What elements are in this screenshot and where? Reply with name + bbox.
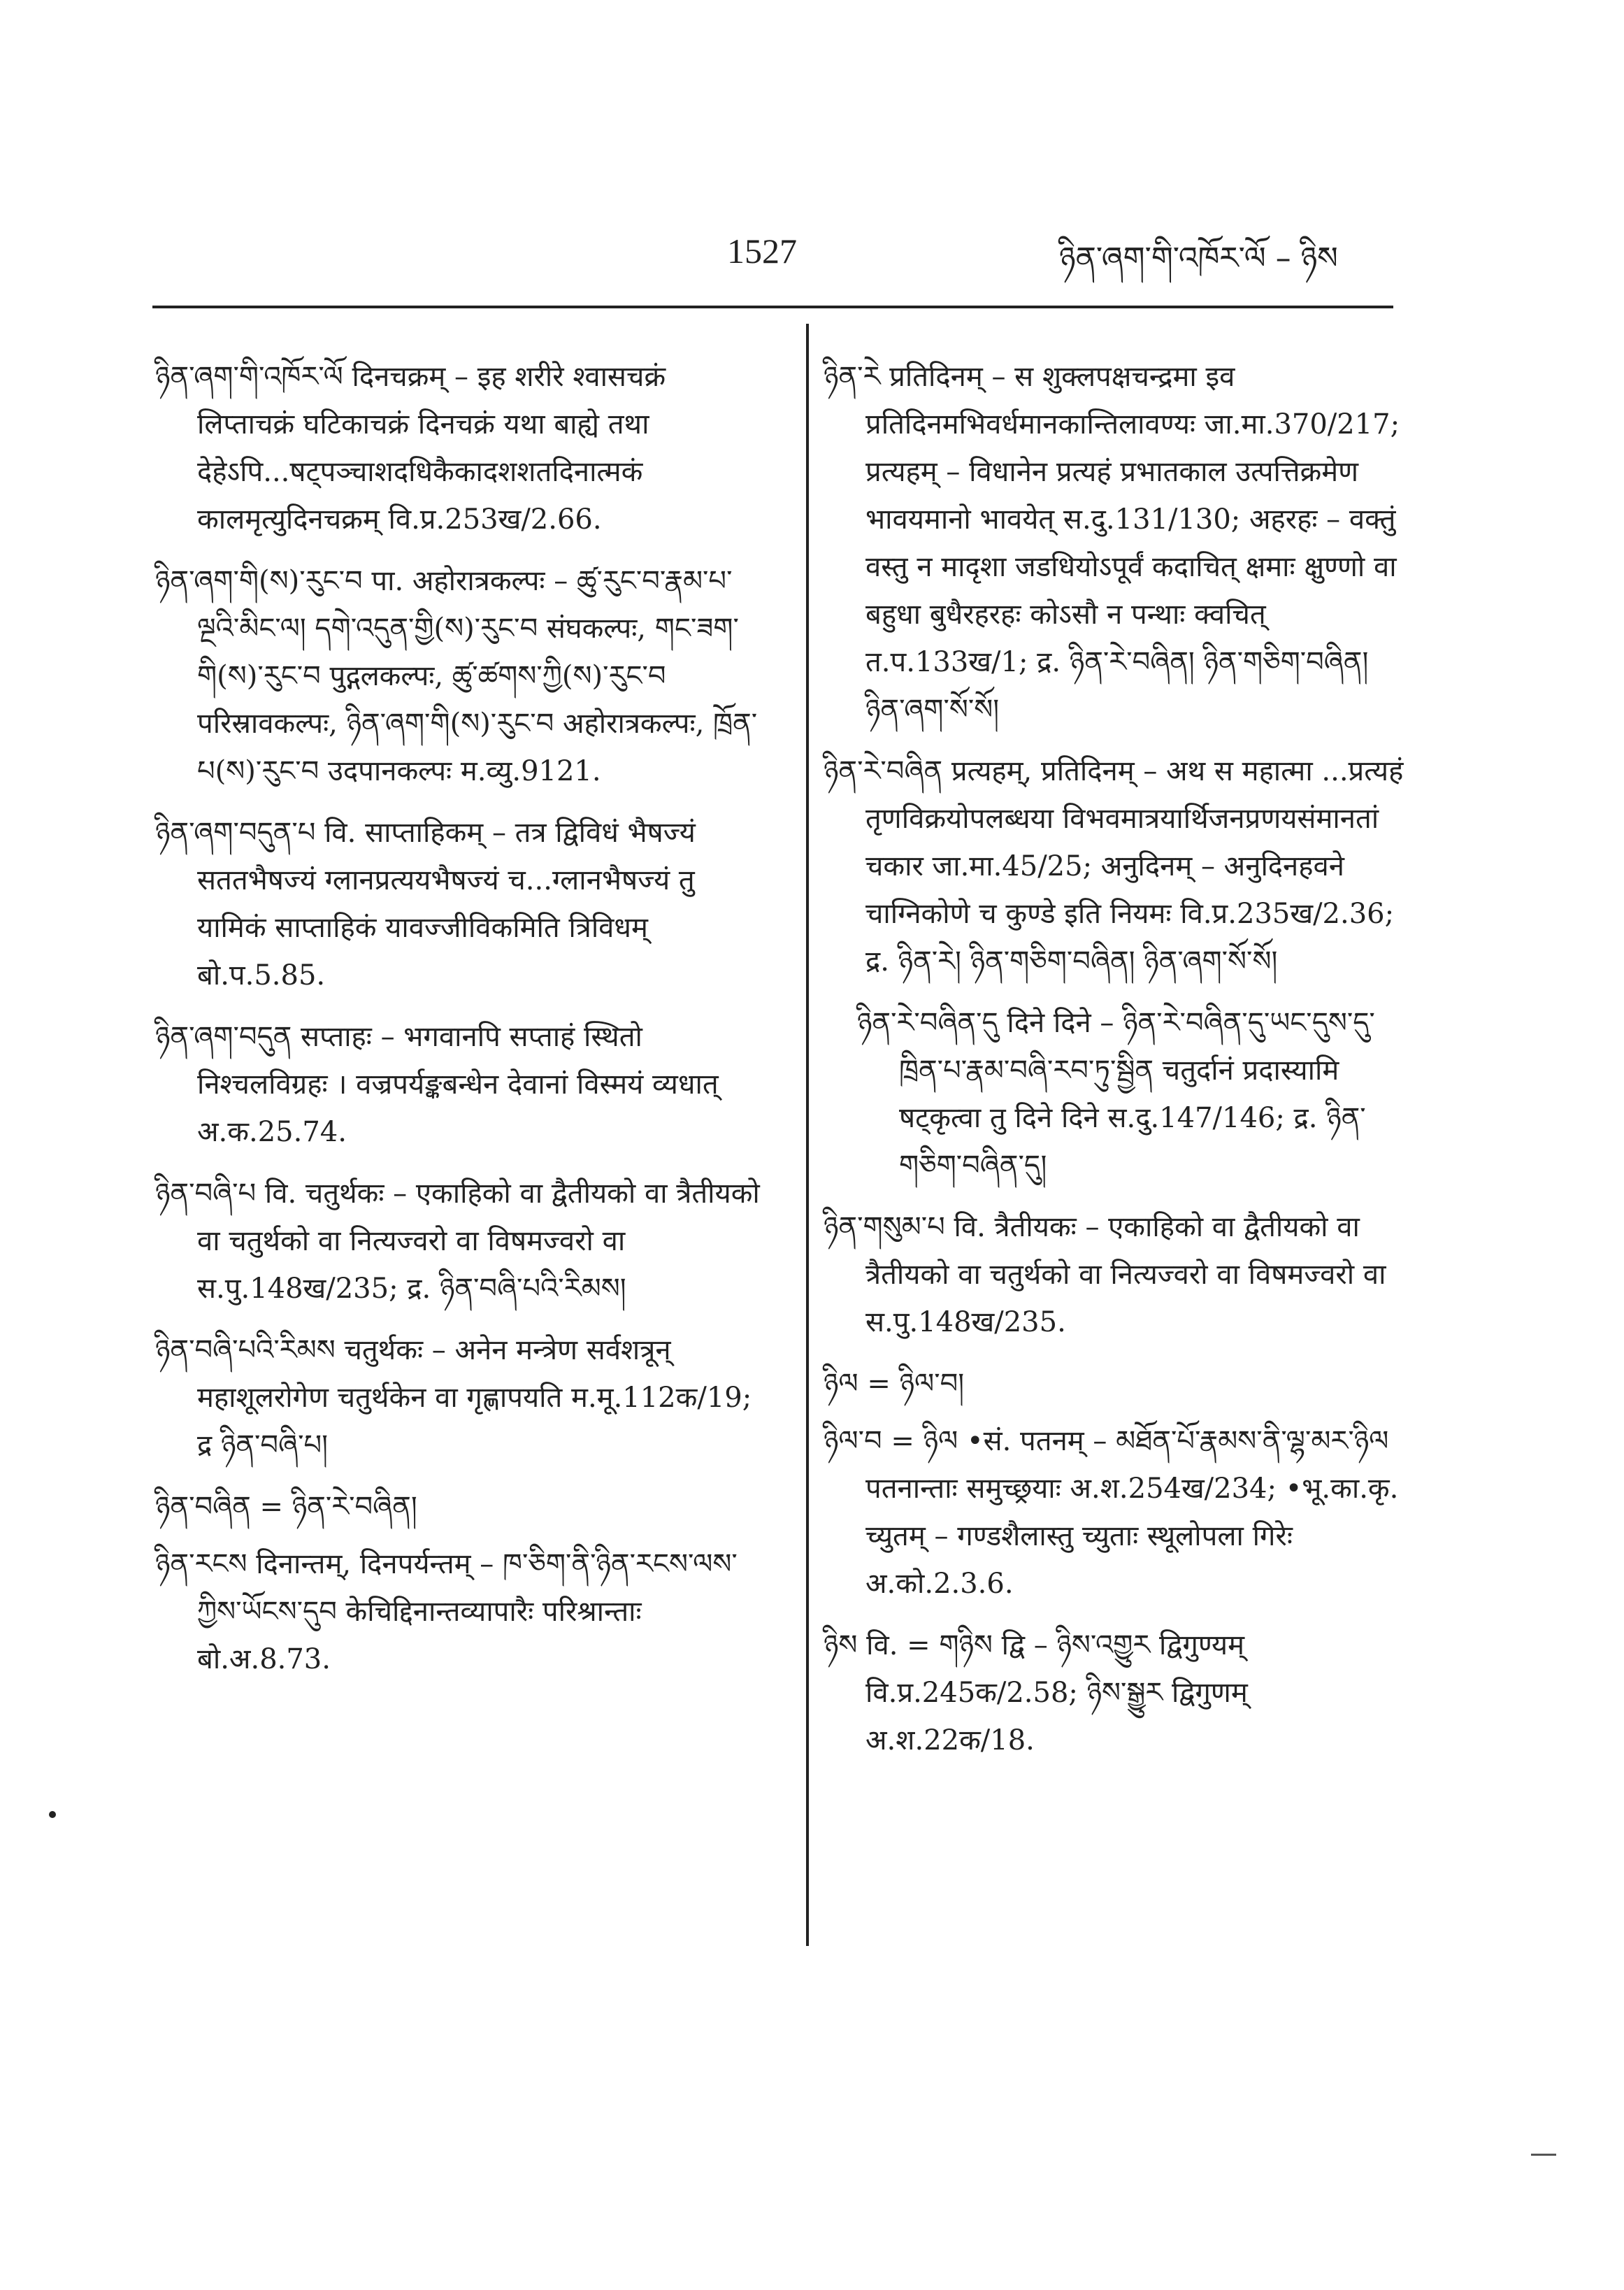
dictionary-entry: ཉིན་ཞག་བདུན་པ वि. साप्ताहिकम् – तत्र द्विविधं भैषज्यं सततभैषज्यं ग्लानप्रत्ययभैषज्यं च...ग्लानभैषज्यं तु यामिकं साप्ताहिकं यावज्जीविकमिति त्रिविधम् बो.प.5.85. xyxy=(155,817,696,992)
dictionary-entry: ཉིན་རེ प्रतिदिनम् – स शुक्लपक्षचन्द्रमा इव प्रतिदिनमभिवर्धमानकान्तिलावण्यः जा.मा.370/217; प्रत्यहम् – विधानेन प्रत्यहं प्रभातकाल उत्पत्तिक्रमेण भावयमानो भावयेत् स.दु.131/130; अहरहः – वक्तुं वस्तु न मादृशा जडधियोऽपूर्वं कदाचित् क्षमाः क्षुण्णो वा बहुधा बुधैरहरहः कोऽसौ न पन्थाः क्वचित् त.प.133ख/1; द्र. ཉིན་རེ་བཞིན། ཉིན་གཅིག་བཞིན། ཉིན་ཞག་སོ་སོ། xyxy=(824,361,1400,726)
dictionary-entry: ཉིན་གསུམ་པ वि. त्रैतीयकः – एकाहिको वा द्वैतीयको वा त्रैतीयको वा चतुर्थको वा नित्यज्वरो वा विषमज्वरो वा स.पु.148ख/235. xyxy=(824,1211,1386,1338)
dictionary-entry: ཉིས वि. = གཉིས द्वि – ཉིས་འགྱུར द्विगुण्यम् वि.प्र.245क/2.58; ཉིས་སྒྱུར द्विगुणम् अ.श.22क/18. xyxy=(824,1629,1248,1756)
left-column xyxy=(155,353,770,1697)
scan-speck xyxy=(49,1811,56,1818)
page-number: 1527 xyxy=(727,231,797,271)
dictionary-entry: ཉིན་བཞི་པ वि. चतुर्थकः – एकाहिको वा द्वैतीयको वा त्रैतीयको वा चतुर्थको वा नित्यज्वरो वा विषमज्वरो वा स.पु.148ख/235; द्र. ཉིན་བཞི་པའི་རིམས། xyxy=(155,1178,760,1305)
header-rule xyxy=(152,306,1393,308)
dictionary-entry: ཉིན་བཞིན = ཉིན་རེ་བཞིན། xyxy=(155,1491,417,1523)
right-column xyxy=(824,353,1411,1778)
scan-mark xyxy=(1531,2154,1556,2156)
dictionary-entry: ཉིན་རེ་བཞིན प्रत्यहम्, प्रतिदिनम् – अथ स महात्मा ...प्रत्यहं तृणविक्रयोपलब्धया विभवमात्रयार्थिजनप्रणयसंमानतां चकार जा.मा.45/25; अनुदिनम् – अनुदिनहवने चाग्निकोणे च कुण्डे इति नियमः वि.प्र.235ख/2.36; द्र. ཉིན་རེ། ཉིན་གཅིག་བཞིན། ཉིན་ཞག་སོ་སོ། xyxy=(824,755,1404,978)
dictionary-entry: ཉིན་ཞག་གི་འཁོར་ལོ दिनचक्रम् – इह शरीरे श्वासचक्रं लिप्ताचक्रं घटिकाचक्रं दिनचक्रं यथा बाह्ये तथा देहेऽपि...षट्पञ्चाशदधिकैकादशशतदिनात्मकं कालमृत्युदिनचक्रम् वि.प्र.253ख/2.66. xyxy=(155,361,666,536)
dictionary-entry: ཉིན་རངས दिनान्तम्, दिनपर्यन्तम् – ཁ་ཅིག་ནི་ཉིན་རངས་ལས་ཀྱིས་ཡོངས་དུབ केचिद्दिनान्तव्यापारैः परिश्रान्ताः बो.अ.8.73. xyxy=(155,1548,738,1675)
dictionary-entry: ཉིལ = ཉིལ་བ། xyxy=(824,1368,965,1400)
header-range: ཉིན་ཞག་གི་འཁོར་ལོ – ཉིས xyxy=(1059,241,1338,276)
dictionary-entry: ཉིན་ཞག་གི(ས)་རུང་བ पा. अहोरात्रकल्पः – ཚུ་རུང་བ་རྣམ་པ་ལྔའི་མིང་ལ། དགེ་འདུན་གྱི(ས)་རུང་བ संघकल्पः, གང་ཟག་གི(ས)་རུང་བ पुद्गलकल्पः, ཚུ་ཚགས་ཀྱི(ས)་རུང་བ परिस्रावकल्पः, ཉིན་ཞག་གི(ས)་རུང་བ अहोरात्रकल्पः, ཁྲོན་པ(ས)་རུང་བ उदपानकल्पः म.व्यु.9121. xyxy=(155,565,758,787)
dictionary-entry: ཉིན་ཞག་བདུན सप्ताहः – भगवानपि सप्ताहं स्थितो निश्चलविग्रहः । वज्रपर्यङ्कबन्धेन देवानां विस्मयं व्यधात् अ.क.25.74. xyxy=(155,1021,719,1148)
dictionary-entry: ཉིལ་བ = ཉིལ •सं. पतनम् – མཐོན་པོ་རྣམས་ནི་ལྷ་མར་ཉིལ पतनान्ताः समुच्छ्रयाः अ.श.254ख/234; •भू.का.कृ. च्युतम् – गण्डशैलास्तु च्युताः स्थूलोपला गिरेः अ.को.2.3.6. xyxy=(824,1425,1399,1600)
dictionary-subentry: ཉིན་རེ་བཞིན་དུ दिने दिने – ཉིན་རེ་བཞིན་དུ་ཡང་དུས་དུ་ཁྲིན་པ་རྣམ་བཞི་རབ་ཏུ་སྦྱིན चतुर्दानं प्रदास्यामि षट्कृत्वा तु दिने दिने स.दु.147/146; द्र. ཉིན་གཅིག་བཞིན་དུ། xyxy=(857,1007,1375,1182)
column-divider xyxy=(806,324,809,1946)
dictionary-entry: ཉིན་བཞི་པའི་རིམས चतुर्थकः – अनेन मन्त्रेण सर्वशत्रून् महाशूलरोगेण चतुर्थकेन वा गृह्णापयति म.मू.112क/19; द्र ཉིན་བཞི་པ། xyxy=(155,1334,752,1461)
